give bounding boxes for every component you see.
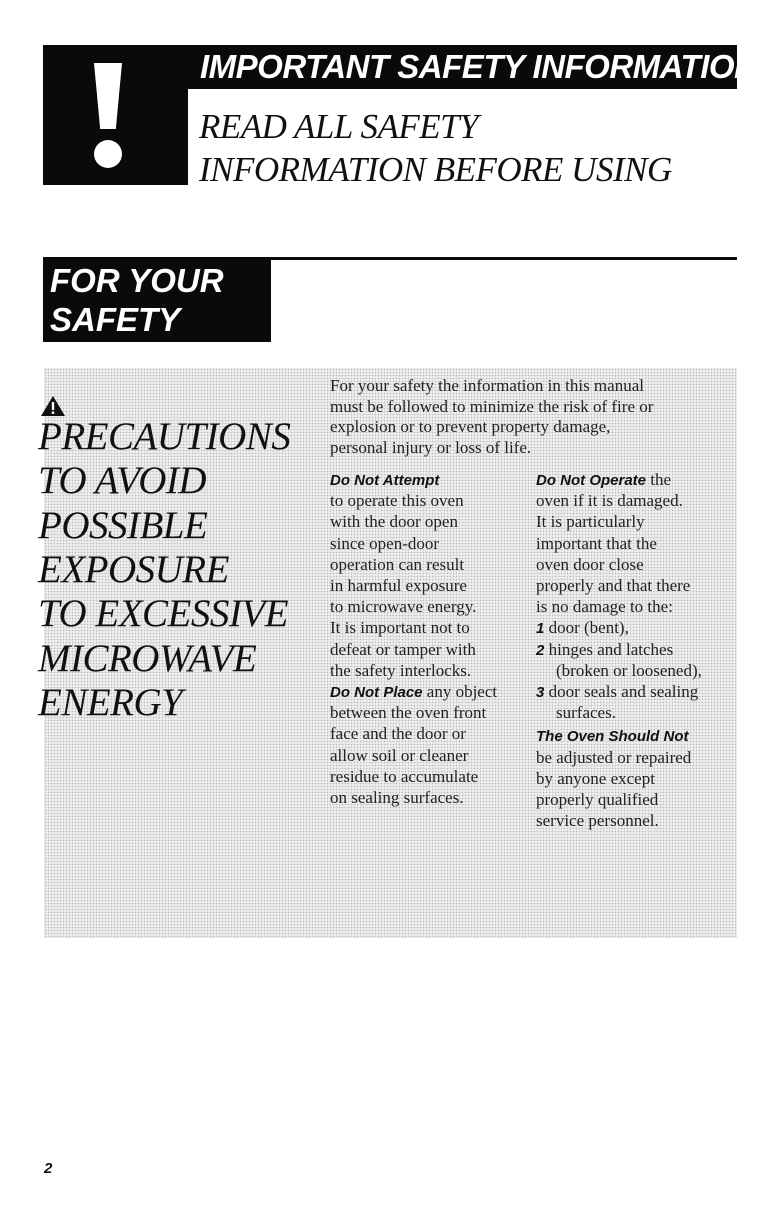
body-line-text: face and the door or xyxy=(330,724,466,744)
body-line-text: service personnel. xyxy=(536,811,659,831)
col2-list-item xyxy=(556,703,616,724)
list-item-text: door (bent), xyxy=(544,618,629,638)
heading-line-text: TO AVOID xyxy=(38,459,207,503)
body-line-text: It is particularly xyxy=(536,512,645,532)
col2-lead-line xyxy=(536,470,671,492)
precautions-heading-line xyxy=(38,415,290,459)
col1-line xyxy=(330,788,464,809)
page-number: 2 xyxy=(44,1160,53,1177)
intro-line xyxy=(330,397,653,418)
precautions-heading-line xyxy=(38,459,206,503)
section-label-line-1: FOR YOUR xyxy=(50,262,224,299)
precautions-heading-line xyxy=(38,681,182,725)
body-line-text: residue to accumulate xyxy=(330,766,479,786)
subtitle-line-1: READ ALL SAFETY xyxy=(199,107,479,146)
intro-line-text: must be followed to minimize the risk of fire or xyxy=(330,396,654,416)
intro-line xyxy=(330,417,610,438)
list-number: 1 xyxy=(536,620,545,638)
col1-line xyxy=(330,746,468,767)
col2-line xyxy=(536,769,655,790)
col1-lead-line xyxy=(330,682,497,704)
list-item-text: (broken or loosened), xyxy=(556,660,702,680)
col2-line xyxy=(536,790,658,811)
body-line-text: properly and that there xyxy=(536,576,691,595)
body-line-text: defeat or tamper with xyxy=(330,639,476,659)
lead-phrase: The Oven Should Not xyxy=(536,728,689,746)
section-label-line-2: SAFETY xyxy=(50,301,181,338)
list-number: 3 xyxy=(536,684,545,701)
body-line-text: by anyone except xyxy=(536,768,655,788)
body-line-text: properly qualified xyxy=(536,790,659,809)
col1-line xyxy=(330,534,439,555)
heading-line-text: MICROWAVE xyxy=(38,636,257,680)
body-line-text: allow soil or cleaner xyxy=(330,745,469,765)
col2-list-item xyxy=(556,661,702,682)
heading-line-text: PRECAUTIONS xyxy=(38,415,291,458)
col2-line xyxy=(536,576,690,597)
body-line-text: between the oven front xyxy=(330,703,487,723)
precautions-heading-line xyxy=(38,637,256,681)
col1-line xyxy=(330,640,476,661)
precautions-heading-line xyxy=(38,548,229,592)
list-item-text: surfaces. xyxy=(556,703,616,723)
heading-line-text: EXPOSURE xyxy=(38,547,229,591)
body-line-text: since open-door xyxy=(330,533,440,553)
subtitle-line-2: INFORMATION BEFORE USING xyxy=(199,150,672,189)
col1-lead-line xyxy=(330,470,439,492)
body-line-text: be adjusted or repaired xyxy=(536,747,692,767)
col1-line xyxy=(330,767,478,788)
col1-line xyxy=(330,661,471,682)
col2-list-item xyxy=(536,640,673,662)
col1-line xyxy=(330,597,476,618)
col2-list-item xyxy=(536,618,629,640)
col2-lead-line xyxy=(536,726,689,748)
list-number: 2 xyxy=(536,641,545,659)
heading-line-text: ENERGY xyxy=(38,680,183,724)
precautions-heading-line xyxy=(38,592,288,636)
body-line-text: is no damage to the: xyxy=(536,597,673,617)
body-line-text: to operate this oven xyxy=(330,491,464,511)
warning-triangle-icon xyxy=(41,396,65,416)
col1-line xyxy=(330,576,467,597)
col2-line xyxy=(536,748,691,769)
intro-line xyxy=(330,376,644,397)
body-line-text: important that the xyxy=(536,533,657,553)
body-line-text: with the door open xyxy=(330,512,458,532)
col1-line xyxy=(330,618,470,639)
intro-line-text: explosion or to prevent property damage, xyxy=(330,417,611,437)
heading-line-text: POSSIBLE xyxy=(38,503,208,547)
col2-list-item xyxy=(536,682,698,704)
body-line-text: oven door close xyxy=(536,554,644,574)
body-line-text: on sealing surfaces. xyxy=(330,788,464,807)
col1-line xyxy=(330,703,486,724)
intro-line-text: personal injury or loss of life. xyxy=(330,438,532,458)
col1-line xyxy=(330,491,464,512)
col2-line xyxy=(536,534,657,555)
lead-phrase: Do Not Attempt xyxy=(330,472,440,489)
precautions-heading-line xyxy=(38,504,207,548)
col2-line xyxy=(536,811,659,832)
exclamation-dot-icon xyxy=(94,140,122,168)
col1-line xyxy=(330,555,464,576)
lead-phrase: Do Not Place xyxy=(330,684,423,701)
section-divider xyxy=(271,257,737,260)
body-line-text: operation can result xyxy=(330,554,465,574)
list-item-text: hinges and latches xyxy=(544,639,674,659)
body-line-text: the xyxy=(646,470,672,489)
body-line-text: the safety interlocks. xyxy=(330,660,472,680)
col2-line xyxy=(536,555,644,576)
body-line-text: It is important not to xyxy=(330,618,470,638)
body-line-text: any object xyxy=(422,682,498,701)
col2-line xyxy=(536,512,645,533)
lead-phrase: Do Not Operate xyxy=(536,472,647,489)
list-item-text: door seals and sealing xyxy=(544,682,699,701)
intro-line-text: For your safety the information in this manual xyxy=(330,376,644,395)
heading-line-text: TO EXCESSIVE xyxy=(38,592,289,636)
col1-line xyxy=(330,724,466,745)
col2-line xyxy=(536,491,683,512)
body-line-text: in harmful exposure xyxy=(330,576,467,595)
col2-line xyxy=(536,597,673,618)
intro-line xyxy=(330,438,531,459)
body-line-text: oven if it is damaged. xyxy=(536,491,683,511)
body-line-text: to microwave energy. xyxy=(330,597,477,617)
page-title: IMPORTANT SAFETY INFORMATION xyxy=(200,48,758,85)
col1-line xyxy=(330,512,458,533)
